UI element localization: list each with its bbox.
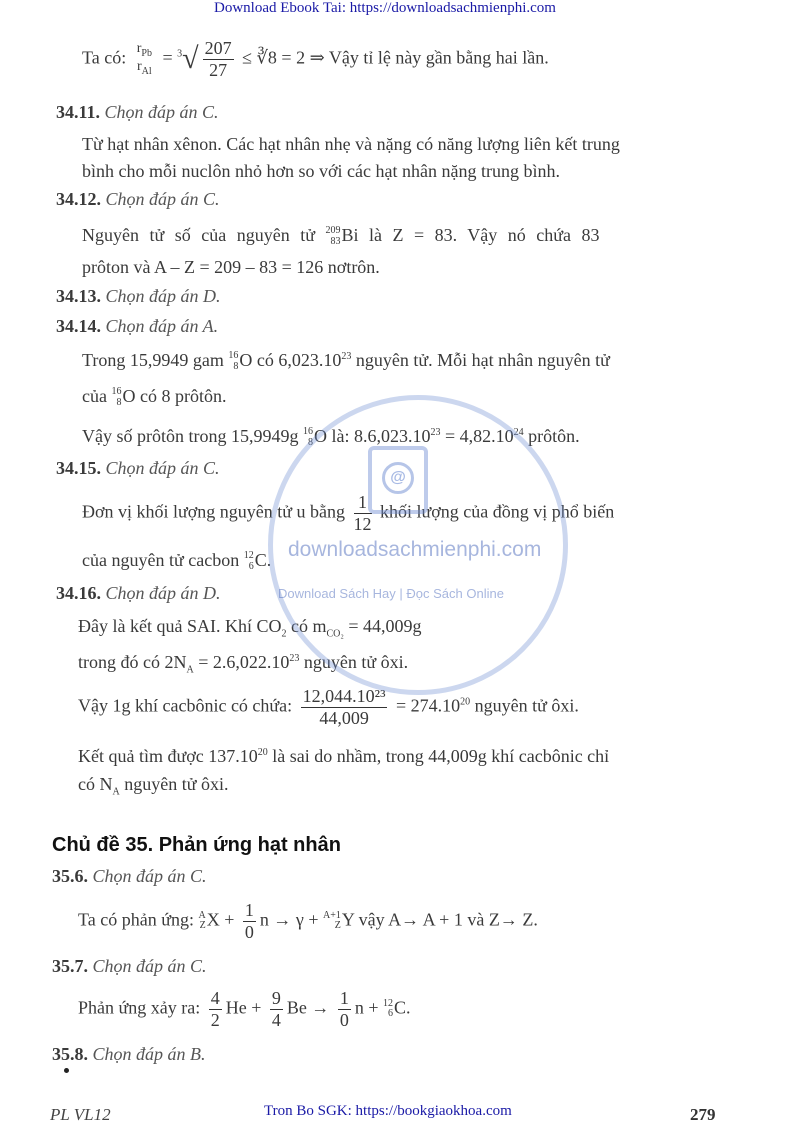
item-number: 34.12. [56, 189, 101, 209]
answer-choice: Chọn đáp án C. [105, 458, 220, 478]
answer-choice: Chọn đáp án C. [105, 189, 220, 209]
o-nuclide [111, 387, 121, 408]
line-text: Trong 15,9949 gam [82, 350, 224, 370]
item-35-6-reaction [78, 900, 538, 942]
line-text: O có 8 prôtôn. [122, 386, 227, 406]
answer-choice: Chọn đáp án B. [92, 1044, 206, 1064]
root-num: 207 [204, 38, 232, 58]
item-number: 34.13. [56, 286, 101, 306]
mass-number: A [198, 909, 206, 921]
mass-number: 16 [228, 350, 239, 362]
item-34-11-line2: bình cho mỗi nuclôn nhỏ hơn so với các hạt nhân nặng trung bình. [82, 161, 560, 181]
answer-choice: Chọn đáp án C. [92, 866, 207, 886]
line-text: = 44,009g [348, 616, 422, 636]
line-text: = 274.10 [395, 695, 461, 716]
item-35-7-heading [52, 956, 207, 977]
mass-number: A+1 [322, 909, 341, 921]
ratio-pre: Ta có: [82, 47, 127, 68]
item-number: 35.7. [52, 956, 88, 976]
item-number: 35.6. [52, 866, 88, 886]
item-34-12-line2: prôton và A – Z = 209 – 83 = 126 nơtrôn. [82, 257, 380, 277]
line-text: = 2.6,022.10 [198, 652, 290, 672]
o-nuclide [228, 351, 238, 372]
frac-den: 44,009 [319, 707, 369, 728]
item-34-11-line1: Từ hạt nhân xênon. Các hạt nhân nhẹ và nặng có năng lượng liên kết trung [82, 134, 620, 154]
watermark-site: downloadsachmienphi.com [288, 538, 542, 561]
line-text: n → γ + [259, 909, 319, 930]
item-34-15-heading [56, 458, 220, 479]
answer-choice: Chọn đáp án A. [105, 316, 219, 336]
he-fraction [209, 988, 222, 1030]
item-34-16-line3 [78, 686, 579, 728]
line-text: nguyên tử ôxi. [474, 695, 579, 716]
mass-number: 12 [243, 550, 254, 562]
line-text: Kết quả tìm được 137.10 [78, 746, 258, 766]
exponent: 20 [460, 696, 471, 708]
y-nuclide [323, 911, 341, 932]
exponent: 20 [257, 747, 268, 758]
atomic-number: 83 [330, 235, 341, 247]
item-34-16-heading [56, 583, 221, 604]
answer-choice: Chọn đáp án C. [104, 102, 219, 122]
root-fraction [203, 38, 234, 80]
line-text: nguyên tử ôxi. [124, 774, 229, 794]
subscript: A [186, 664, 194, 676]
subscript: CO₂ [326, 628, 344, 640]
line-text: Phản ứng xảy ra: [78, 997, 201, 1018]
line-text: Bi là Z = 83. Vậy nó chứa 83 [341, 225, 600, 245]
line-text: O là: 8.6,023.10 [313, 426, 431, 446]
ratio-rest: ≤ ∛8 = 2 ⇒ Vậy tỉ lệ này gần bằng hai lần. [242, 47, 549, 68]
c-nuclide [383, 999, 393, 1020]
subscript: A [112, 786, 120, 798]
item-34-12-line1 [82, 225, 600, 247]
mass-number: 209 [325, 225, 341, 237]
bi-nuclide [325, 226, 340, 247]
line-text: X + [206, 909, 235, 930]
header-download-link[interactable]: Download Ebook Tai: https://downloadsachmienphi.com [214, 0, 556, 16]
line-text: là sai do nhầm, trong 44,009g khí cacbônic chỉ [272, 746, 610, 766]
line-text: nguyên tử ôxi. [303, 652, 409, 672]
root-den: 27 [209, 59, 228, 80]
item-34-16-line5 [78, 774, 228, 798]
item-34-14-line1 [82, 350, 610, 372]
line-text: Vậy 1g khí cacbônic có chứa: [78, 695, 293, 716]
item-35-6-heading [52, 866, 207, 887]
atomic-number: 8 [307, 436, 313, 448]
item-34-15-line2 [82, 550, 271, 572]
atomic-number: 6 [248, 560, 254, 572]
item-34-13-heading [56, 286, 221, 307]
watermark-tagline: Download Sách Hay | Đọc Sách Online [278, 586, 504, 601]
frac-den: 4 [271, 1009, 281, 1030]
footer-link[interactable]: Tron Bo SGK: https://bookgiaokhoa.com [264, 1103, 512, 1119]
line-text: = 4,82.10 [444, 426, 514, 446]
line-text: Be → [286, 997, 330, 1018]
root-index: 3 [177, 48, 183, 60]
frac-num: 9 [271, 988, 281, 1008]
line-text: C. [254, 550, 272, 570]
line-text: Nguyên tử số của nguyên tử [82, 225, 315, 245]
line-text: C. [394, 997, 411, 1018]
item-number: 35.8. [52, 1044, 88, 1064]
line-text: của [82, 386, 107, 406]
atomic-number: 8 [116, 396, 122, 408]
line-text: Vậy số prôtôn trong 15,9949g [82, 426, 299, 446]
oxygen-fraction [301, 686, 388, 728]
item-35-8-heading [52, 1044, 206, 1065]
answer-choice: Chọn đáp án C. [92, 956, 207, 976]
mass-number: 16 [302, 426, 313, 438]
item-number: 34.14. [56, 316, 101, 336]
ratio-fraction [135, 41, 154, 78]
mass-number: 16 [111, 386, 122, 398]
item-number: 34.11. [56, 102, 101, 122]
exponent: 23 [430, 427, 441, 438]
frac-num: 1 [244, 900, 254, 920]
x-nuclide [198, 911, 205, 932]
item-34-14-heading [56, 316, 218, 337]
neutron-fraction [243, 900, 256, 942]
line-text: Đơn vị khối lượng nguyên tử u bằng [82, 501, 346, 522]
frac-den: 12 [353, 513, 372, 534]
neutron-fraction [338, 988, 351, 1030]
atomic-number: 8 [233, 360, 239, 372]
frac-den: 0 [244, 921, 254, 942]
atomic-number: Z [199, 920, 206, 932]
line-text: Đây là kết quả SAI. Khí CO [78, 616, 282, 636]
item-34-11-heading [56, 102, 219, 123]
be-fraction [270, 988, 283, 1030]
footer-label: PL VL12 [50, 1105, 111, 1124]
line-text: n + [354, 997, 379, 1018]
item-35-7-reaction [78, 988, 411, 1030]
frac-num: 12,044.10²³ [302, 686, 386, 706]
frac-num: 1 [339, 988, 349, 1008]
frac-den: 0 [339, 1009, 349, 1030]
page-number: 279 [690, 1105, 716, 1124]
item-number: 34.16. [56, 583, 101, 603]
line-text: khối lượng của đồng vị phổ biến [380, 501, 615, 522]
ratio-den: r [137, 59, 142, 75]
line-text: prôtôn. [528, 426, 580, 446]
ratio-num-sub: Pb [141, 47, 152, 59]
ratio-num: r [136, 40, 142, 56]
line-text: có m [290, 616, 327, 636]
item-34-16-line4 [78, 746, 609, 767]
exponent: 24 [513, 427, 524, 438]
section-title: Chủ đề 35. Phản ứng hạt nhân [52, 834, 341, 856]
item-number: 34.15. [56, 458, 101, 478]
line-text: He + [225, 997, 262, 1018]
ratio-den-sub: Al [141, 65, 152, 77]
c-nuclide [244, 551, 254, 572]
line-text: Y vậy A→ A + 1 và Z→ Z. [341, 909, 538, 930]
frac-den: 2 [210, 1009, 220, 1030]
line-text: có N [78, 774, 113, 794]
line-text: trong đó có 2N [78, 652, 187, 672]
line-text: Ta có phản ứng: [78, 909, 194, 930]
subscript: 2 [281, 628, 287, 640]
line-text: O có 6,023.10 [239, 350, 342, 370]
answer-choice: Chọn đáp án D. [105, 583, 221, 603]
item-34-14-line2 [82, 386, 226, 408]
mass-number: 12 [383, 997, 394, 1009]
ratio-line: Ta có: $r_{Pb}$ $r_{Al}$ = $^3$√ $\frac{207}{27}$ ≤ ∛8 = 2 ⇒ Vậy tỉ lệ này gần bằng hai lần. [82, 38, 549, 80]
frac-num: 4 [210, 988, 220, 1008]
line-text: của nguyên tử cacbon [82, 550, 240, 570]
item-34-12-heading [56, 189, 220, 210]
frac-num: 1 [354, 492, 372, 514]
answer-choice: Chọn đáp án D. [105, 286, 221, 306]
exponent: 23 [341, 351, 352, 362]
exponent: 23 [289, 653, 300, 664]
line-text: nguyên tử. Mỗi hạt nhân nguyên tử [355, 350, 610, 370]
atomic-number: Z [334, 920, 341, 932]
stray-dot [64, 1068, 69, 1073]
book-at-icon: @ [368, 446, 428, 514]
atomic-number: 6 [388, 1008, 394, 1020]
